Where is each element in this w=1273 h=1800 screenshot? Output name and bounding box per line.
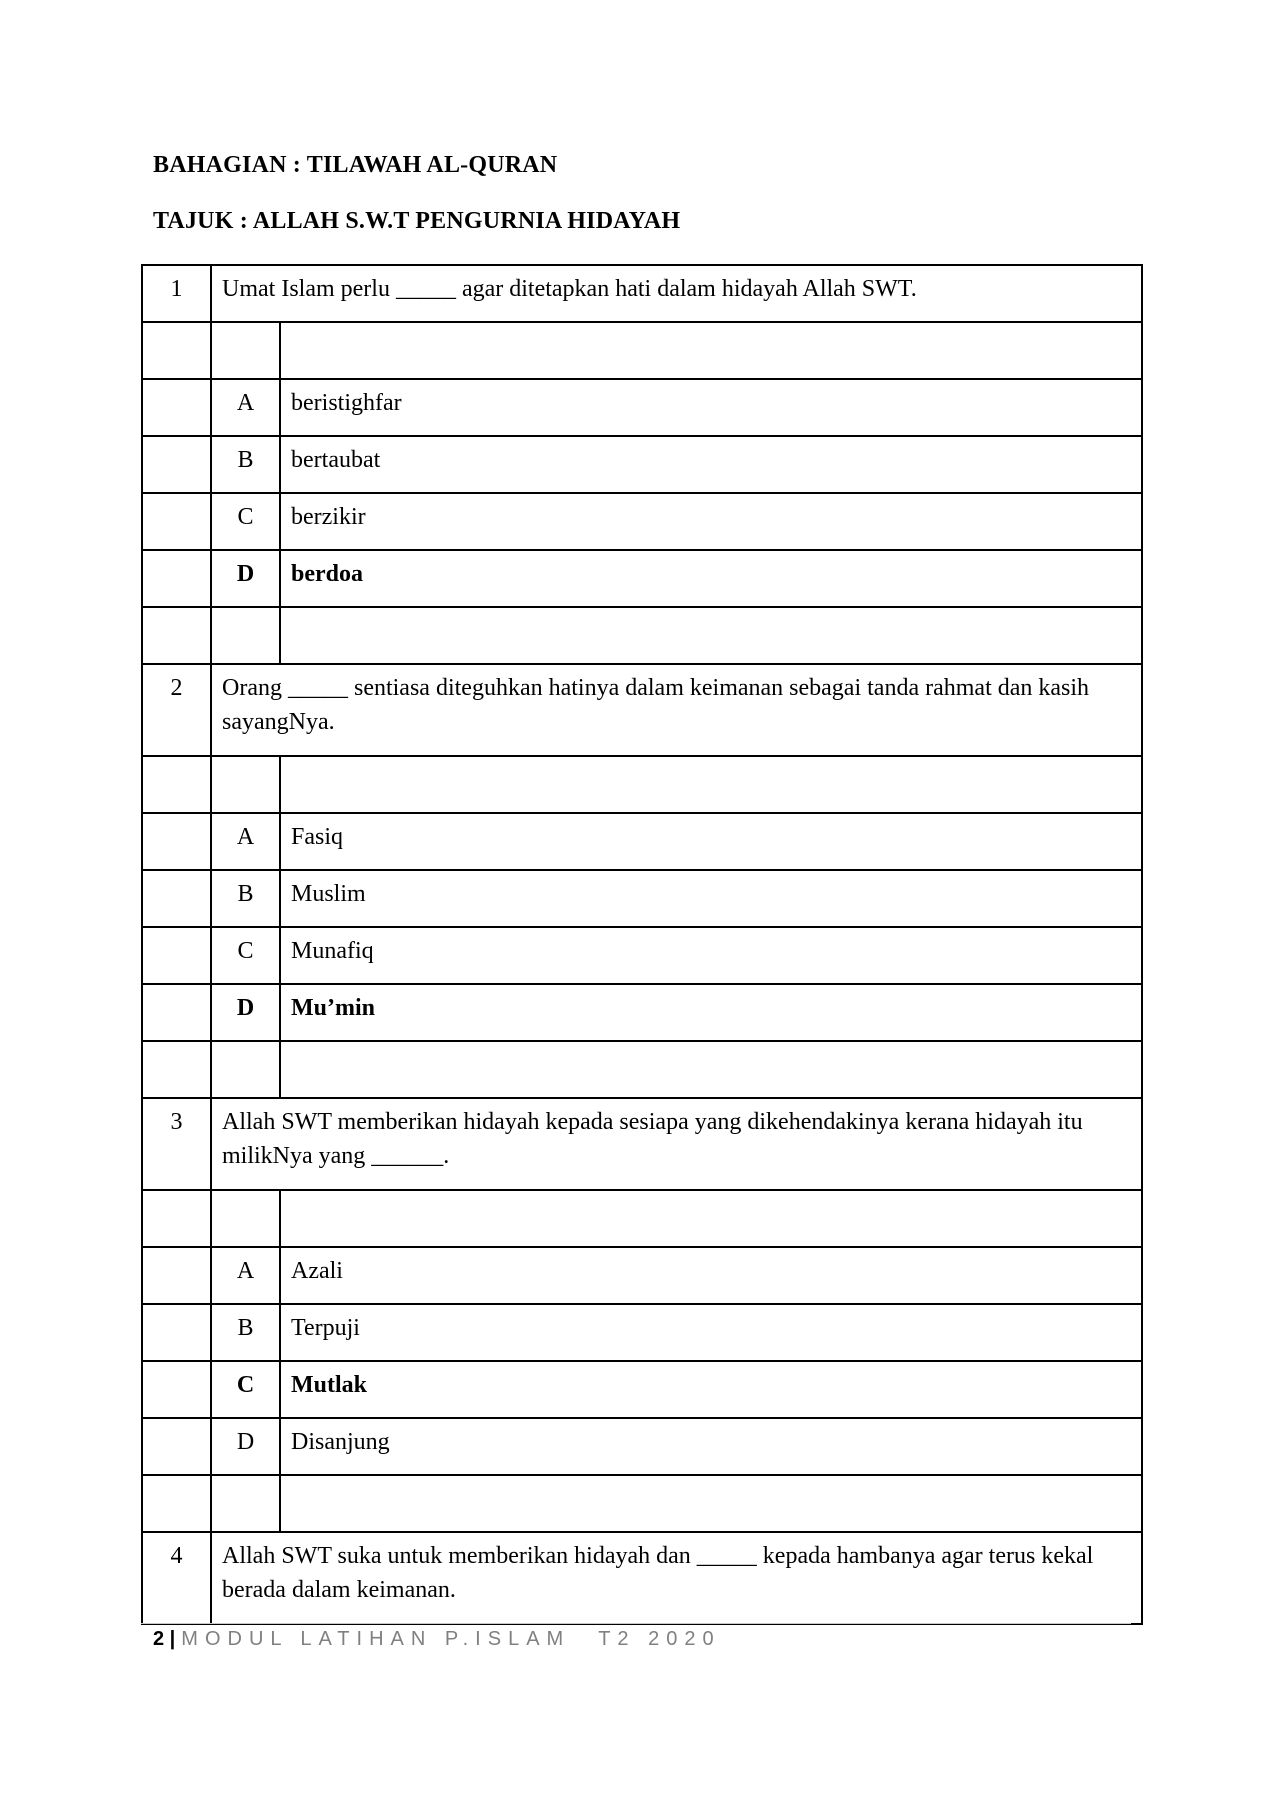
spacer-row	[142, 1190, 1142, 1247]
question-text: Allah SWT memberikan hidayah kepada sesiapa yang dikehendakinya kerana hidayah itu milikNya yang ______.	[211, 1098, 1142, 1190]
answer-option-row	[142, 550, 1142, 607]
answer-option-row	[142, 984, 1142, 1041]
option-row	[142, 1418, 1142, 1475]
option-row	[142, 1304, 1142, 1361]
answer-option-letter: C	[211, 1361, 280, 1418]
option-row	[142, 1247, 1142, 1304]
question-row	[142, 265, 1142, 322]
option-text: berzikir	[280, 493, 1142, 550]
option-letter: C	[211, 493, 280, 550]
question-number: 4	[142, 1532, 211, 1624]
spacer-row	[142, 607, 1142, 664]
option-text: Munafiq	[280, 927, 1142, 984]
option-row	[142, 813, 1142, 870]
answer-option-text: berdoa	[280, 550, 1142, 607]
question-table	[141, 264, 1143, 1625]
question-row	[142, 664, 1142, 756]
option-letter: A	[211, 813, 280, 870]
option-text: Muslim	[280, 870, 1142, 927]
question-number: 2	[142, 664, 211, 756]
option-text: Fasiq	[280, 813, 1142, 870]
spacer-row	[142, 1475, 1142, 1532]
option-text: Terpuji	[280, 1304, 1142, 1361]
answer-option-text: Mutlak	[280, 1361, 1142, 1418]
answer-option-letter: D	[211, 984, 280, 1041]
question-number: 3	[142, 1098, 211, 1190]
question-text: Allah SWT suka untuk memberikan hidayah dan _____ kepada hambanya agar terus kekal berada dalam keimanan.	[211, 1532, 1142, 1624]
option-text: Azali	[280, 1247, 1142, 1304]
spacer-row	[142, 756, 1142, 813]
footer-year: T2 2020	[598, 1628, 721, 1650]
option-row	[142, 870, 1142, 927]
option-letter: B	[211, 436, 280, 493]
option-letter: A	[211, 379, 280, 436]
question-text: Orang _____ sentiasa diteguhkan hatinya dalam keimanan sebagai tanda rahmat dan kasih sayangNya.	[211, 664, 1142, 756]
answer-option-text: Mu’min	[280, 984, 1142, 1041]
option-letter: B	[211, 1304, 280, 1361]
option-letter: A	[211, 1247, 280, 1304]
footer-divider	[141, 1623, 1131, 1624]
page-number: 2 |	[153, 1628, 176, 1650]
question-text: Umat Islam perlu _____ agar ditetapkan hati dalam hidayah Allah SWT.	[211, 265, 1142, 322]
option-letter: D	[211, 1418, 280, 1475]
option-row	[142, 493, 1142, 550]
option-text: bertaubat	[280, 436, 1142, 493]
section-heading: BAHAGIAN : TILAWAH AL-QURAN	[153, 152, 558, 178]
option-letter: B	[211, 870, 280, 927]
question-row	[142, 1098, 1142, 1190]
option-text: beristighfar	[280, 379, 1142, 436]
option-row	[142, 379, 1142, 436]
option-text: Disanjung	[280, 1418, 1142, 1475]
question-number: 1	[142, 265, 211, 322]
spacer-row	[142, 1041, 1142, 1098]
option-letter: C	[211, 927, 280, 984]
question-row	[142, 1532, 1142, 1624]
option-row	[142, 927, 1142, 984]
answer-option-letter: D	[211, 550, 280, 607]
option-row	[142, 436, 1142, 493]
topic-heading: TAJUK : ALLAH S.W.T PENGURNIA HIDAYAH	[153, 208, 681, 234]
spacer-row	[142, 322, 1142, 379]
page-footer	[153, 1628, 1133, 1651]
answer-option-row	[142, 1361, 1142, 1418]
footer-title: MODUL LATIHAN P.ISLAM	[181, 1628, 571, 1650]
